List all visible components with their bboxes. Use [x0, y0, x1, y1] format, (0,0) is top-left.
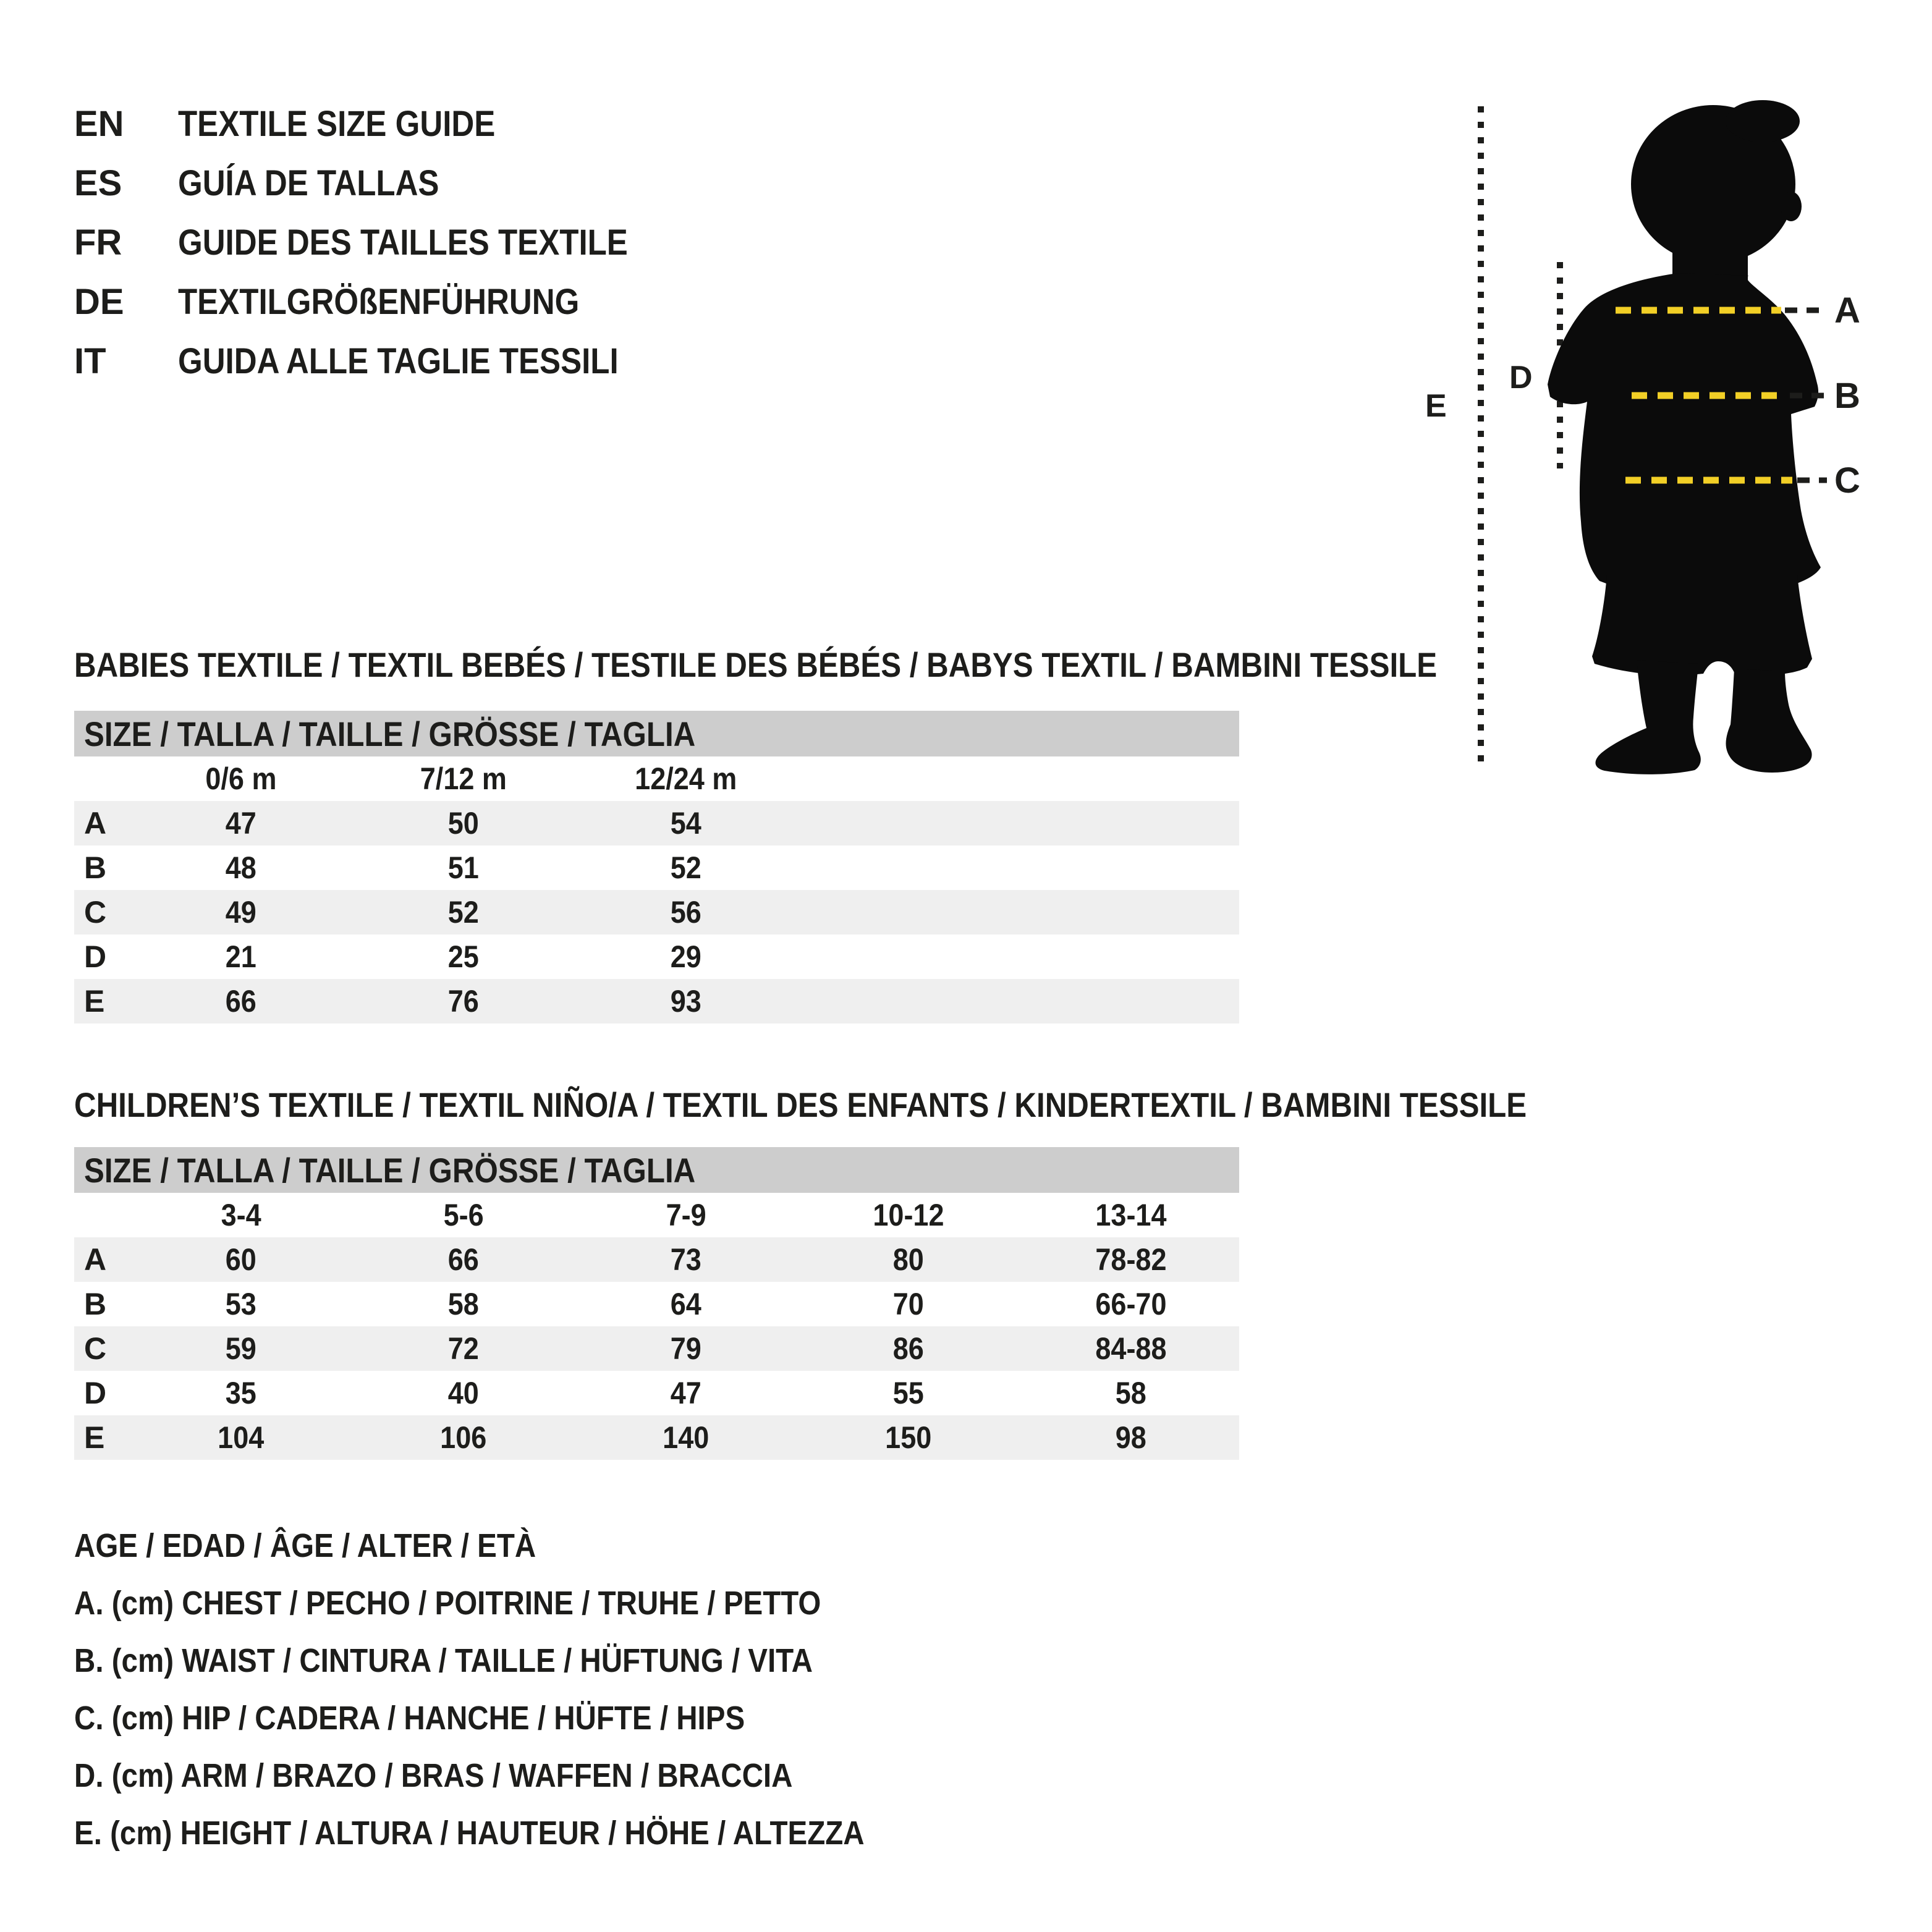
table-row: C 49 52 56	[74, 890, 1239, 934]
children-section-title: CHILDREN’S TEXTILE / TEXTIL NIÑO/A / TEXTIL DES ENFANTS / KINDERTEXTIL / BAMBINI TESSILE	[74, 1085, 1527, 1124]
language-code: IT	[74, 341, 106, 381]
legend-hip: C. (cm) HIP / CADERA / HANCHE / HÜFTE / HIPS	[74, 1700, 745, 1737]
table-row: C 59 72 79 86 84-88	[74, 1326, 1239, 1371]
legend-arm: D. (cm) ARM / BRAZO / BRAS / WAFFEN / BRACCIA	[74, 1757, 793, 1794]
legend-chest: A. (cm) CHEST / PECHO / POITRINE / TRUHE / PETTO	[74, 1585, 821, 1622]
diagram-label-b: B	[1834, 376, 1860, 416]
children-size-table	[74, 1147, 1239, 1460]
babies-size-table	[74, 711, 1239, 1023]
table-row: A 47 50 54	[74, 801, 1239, 845]
language-row-fr	[74, 222, 689, 263]
language-label: TEXTILGRÖßENFÜHRUNG	[178, 282, 580, 322]
language-label: TEXTILE SIZE GUIDE	[178, 104, 496, 144]
table-row: E 66 76 93	[74, 979, 1239, 1023]
legend-height: E. (cm) HEIGHT / ALTURA / HAUTEUR / HÖHE / ALTEZZA	[74, 1815, 865, 1852]
children-table-header-bar: SIZE / TALLA / TAILLE / GRÖSSE / TAGLIA	[74, 1147, 1239, 1193]
measurement-diagram	[1413, 56, 1932, 822]
table-row: D 35 40 47 55 58	[84, 1376, 1147, 1410]
language-row-it	[74, 341, 679, 381]
language-row-en	[74, 106, 538, 142]
table-row: A 60 66 73 80 78-82	[74, 1237, 1239, 1282]
table-row: D 21 25 29	[84, 939, 702, 974]
language-code: FR	[74, 222, 122, 263]
diagram-label-d: D	[1509, 360, 1533, 396]
table-row: B 48 51 52	[84, 850, 702, 885]
diagram-label-c: C	[1834, 460, 1860, 501]
language-row-es	[74, 163, 475, 203]
table-row: E 104 106 140 150 98	[74, 1415, 1239, 1460]
table-row: B 53 58 64 70 66-70	[84, 1287, 1167, 1321]
babies-section-title: BABIES TEXTILE / TEXTIL BEBÉS / TESTILE DES BÉBÉS / BABYS TEXTIL / BAMBINI TESSILE	[74, 645, 1438, 684]
diagram-label-a: A	[1834, 290, 1860, 331]
language-label: GUIDE DES TAILLES TEXTILE	[178, 222, 628, 263]
language-code: EN	[74, 104, 124, 144]
language-row-de	[74, 284, 634, 320]
language-label: GUIDA ALLE TAGLIE TESSILI	[178, 341, 619, 381]
diagram-label-e: E	[1425, 388, 1447, 424]
language-code: DE	[74, 282, 124, 322]
legend-age: AGE / EDAD / ÂGE / ALTER / ETÀ	[74, 1527, 536, 1564]
child-silhouette-figure	[1413, 56, 1932, 822]
language-code: ES	[74, 163, 122, 203]
legend-waist: B. (cm) WAIST / CINTURA / TAILLE / HÜFTUNG / VITA	[74, 1642, 813, 1679]
babies-column-header-row: 0/6 m 7/12 m 12/24 m	[205, 761, 737, 796]
language-label: GUÍA DE TALLAS	[178, 163, 439, 203]
babies-table-header-bar: SIZE / TALLA / TAILLE / GRÖSSE / TAGLIA	[74, 711, 1239, 756]
children-column-header-row: 3-4 5-6 7-9 10-12 13-14	[221, 1198, 1167, 1232]
